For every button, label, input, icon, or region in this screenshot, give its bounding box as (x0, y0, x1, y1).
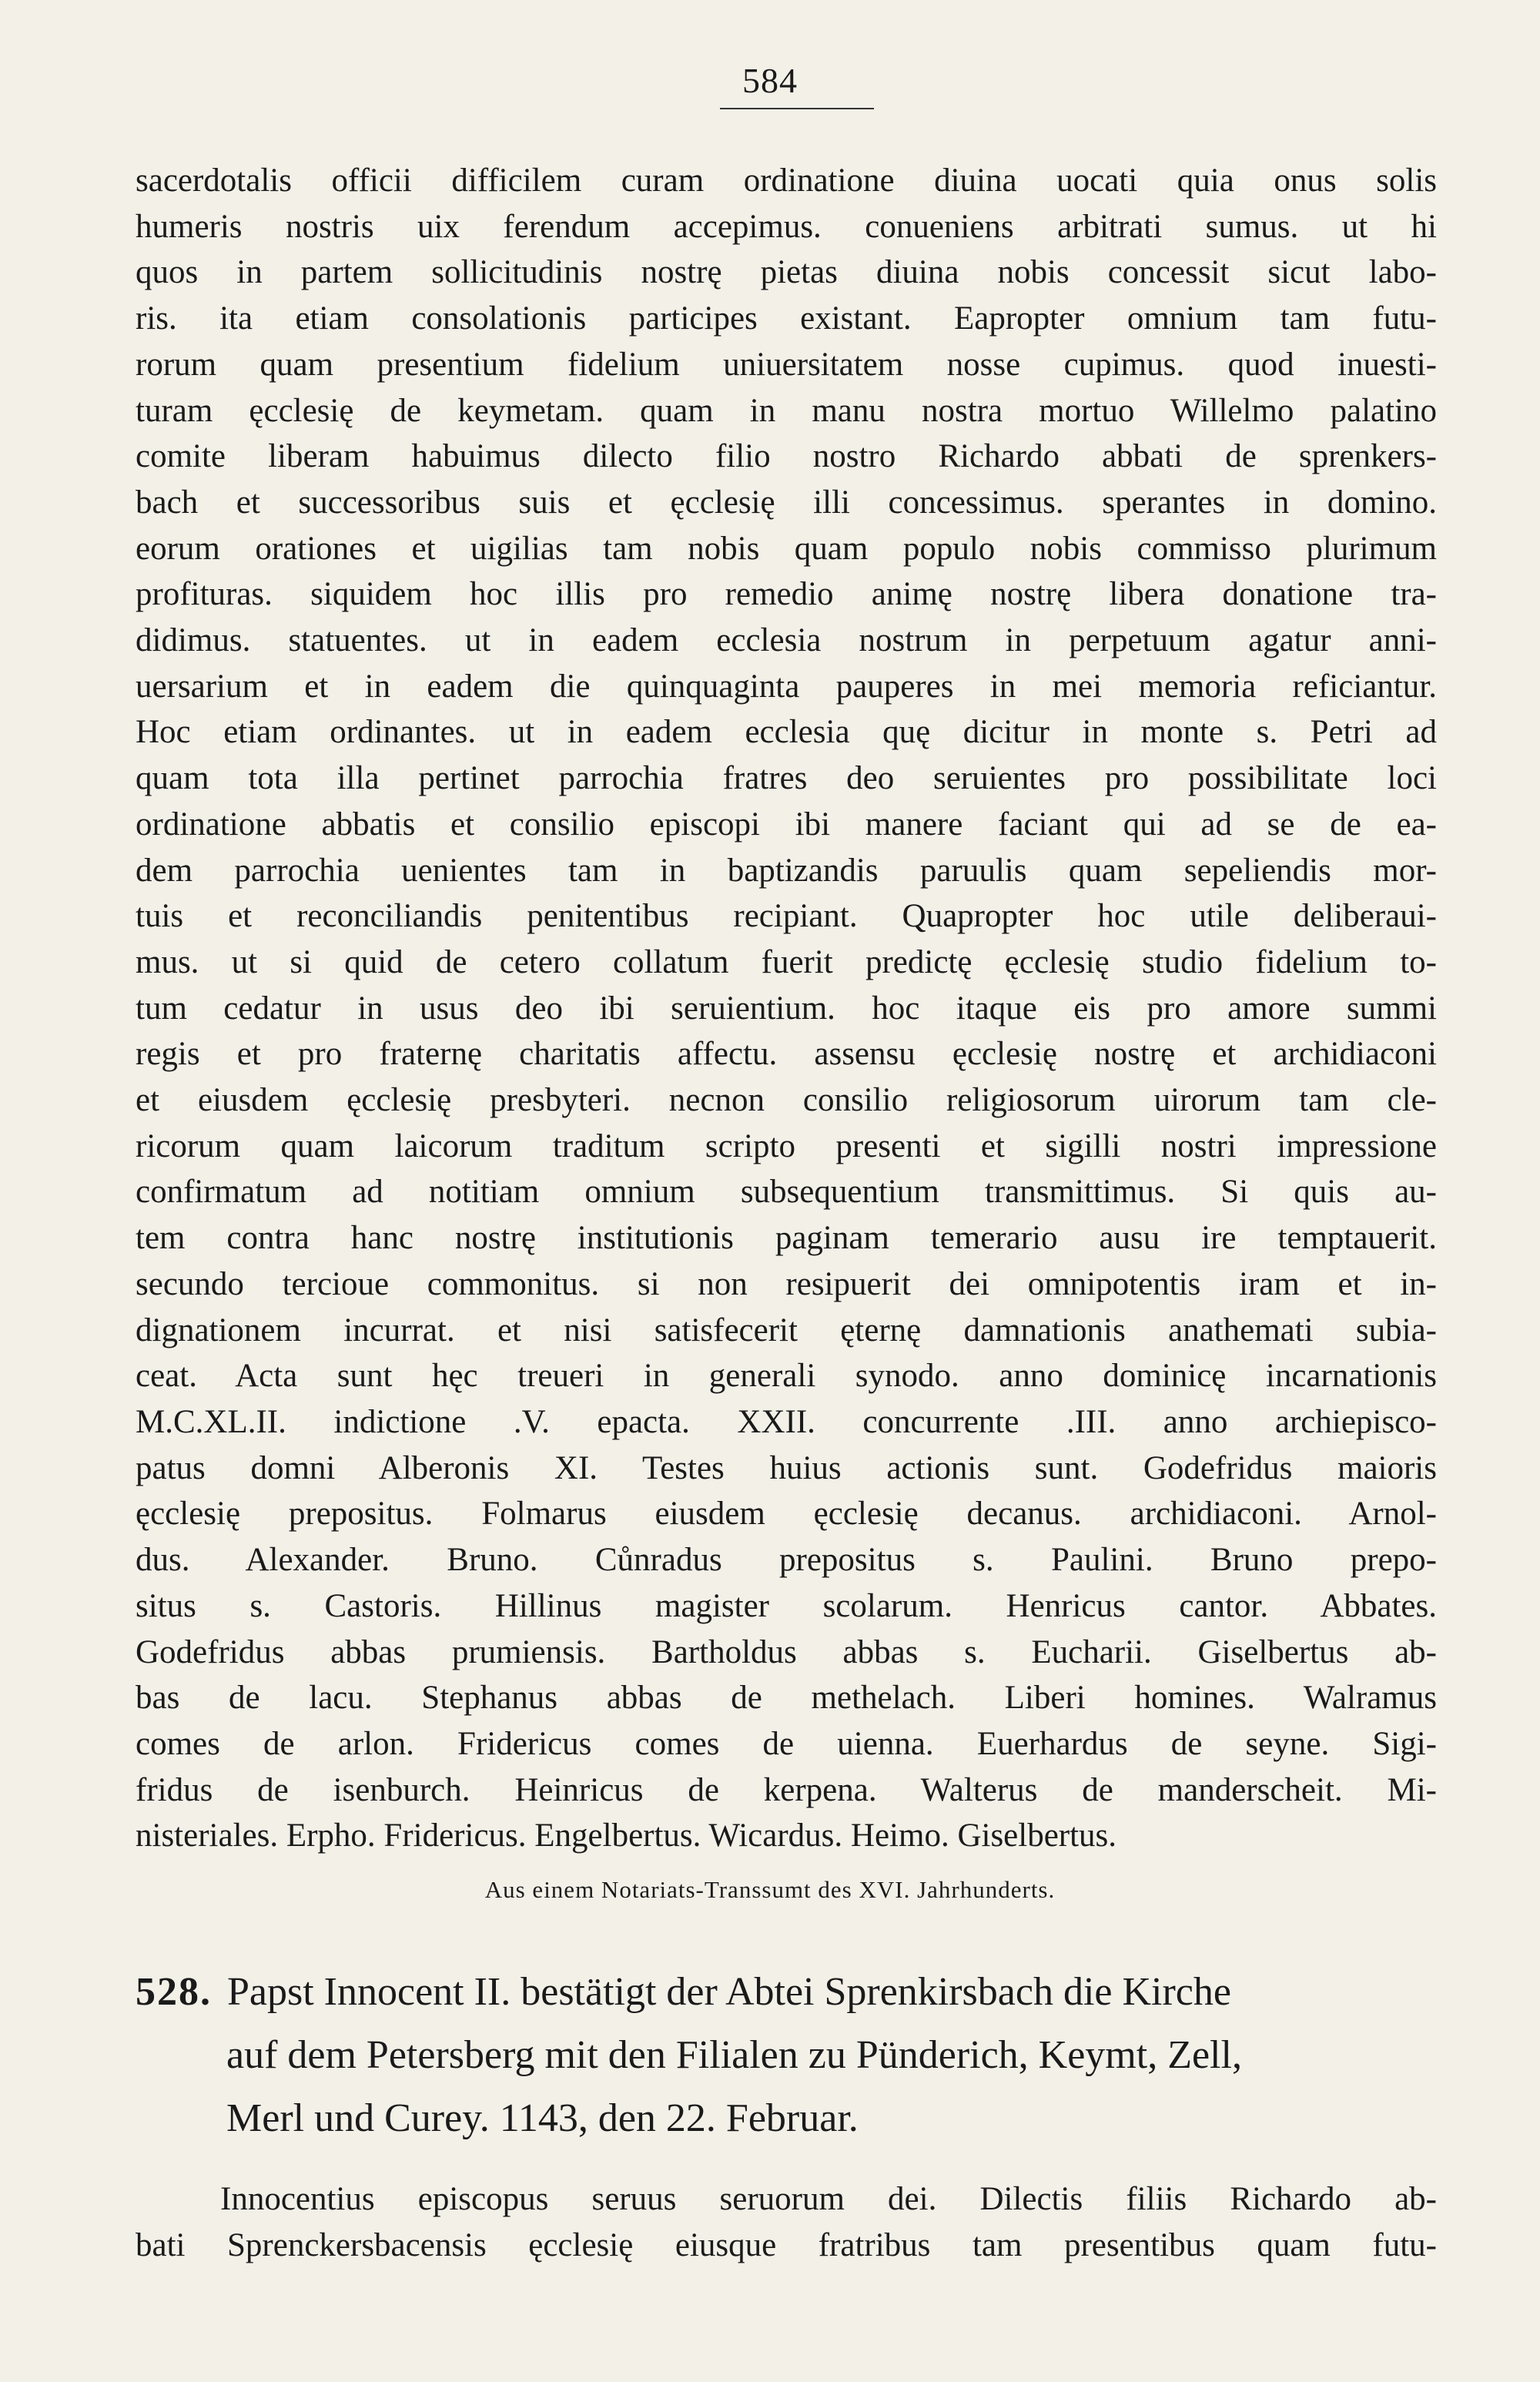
text-line: situs s. Castoris. Hillinus magister scolarum. Henricus cantor. Abbates. (136, 1587, 1437, 1624)
text-line: bas de lacu. Stephanus abbas de methelach. Liberi homines. Walramus (136, 1680, 1437, 1717)
text-line: secundo tercioue commonitus. si non resipuerit dei omnipotentis iram et in- (136, 1265, 1437, 1302)
page-number: 584 (742, 61, 798, 100)
page-number-rule (720, 108, 874, 109)
text-line: bach et successoribus suis et ęcclesię illi concessimus. sperantes in domino. (136, 484, 1437, 521)
text-line: dignationem incurrat. et nisi satisfecerit ęternę damnationis anathemati subia- (136, 1312, 1437, 1348)
text-line: confirmatum ad notitiam omnium subsequentium transmittimus. Si quis au- (136, 1174, 1437, 1211)
text-line: Godefridus abbas prumiensis. Bartholdus abbas s. Eucharii. Giselbertus ab- (136, 1633, 1437, 1670)
charter-text (136, 158, 1437, 1859)
text-line: tem contra hanc nostrę institutionis paginam temerario ausu ire temptauerit. (136, 1220, 1437, 1257)
heading-line-2: auf dem Petersberg mit den Filialen zu Pünderich, Keymt, Zell, (226, 2033, 1242, 2077)
text-line: quos in partem sollicitudinis nostrę pietas diuina nobis concessit sicut labo- (136, 254, 1437, 291)
text-line: profituras. siquidem hoc illis pro remedio animę nostrę libera donatione tra- (136, 576, 1437, 613)
text-line: M.C.XL.II. indictione .V. epacta. XXII. concurrente .III. anno archiepisco- (136, 1403, 1437, 1440)
text-line: rorum quam presentium fidelium uniuersitatem nosse cupimus. quod inuesti- (136, 346, 1437, 383)
text-line: et eiusdem ęcclesię presbyteri. necnon consilio religiosorum uirorum tam cle- (136, 1082, 1437, 1119)
text-line: ricorum quam laicorum traditum scripto presenti et sigilli nostri impressione (136, 1127, 1437, 1164)
heading-line-1 (136, 1961, 1437, 2024)
text-line: turam ęcclesię de keymetam. quam in manu nostra mortuo Willelmo palatino (136, 392, 1437, 429)
document-number: 528. (136, 1970, 212, 2014)
text-line: Innocentius episcopus seruus seruorum dei. Dilectis filiis Richardo ab- (220, 2181, 1437, 2217)
text-line: sacerdotalis officii difficilem curam ordinatione diuina uocati quia onus solis (136, 162, 1437, 199)
text-line: comite liberam habuimus dilecto filio nostro Richardo abbati de sprenkers- (136, 438, 1437, 475)
text-line: didimus. statuentes. ut in eadem ecclesia nostrum in perpetuum agatur anni- (136, 622, 1437, 659)
text-line: eorum orationes et uigilias tam nobis quam populo nobis commisso plurimum (136, 530, 1437, 567)
heading-line-3: Merl und Curey. 1143, den 22. Februar. (226, 2096, 859, 2140)
source-note: Aus einem Notariats-Transsumt des XVI. Jahrhunderts. (484, 1876, 1056, 1903)
text-line: dus. Alexander. Bruno. Cůnradus prepositus s. Paulini. Bruno prepo- (136, 1542, 1437, 1579)
text-line: fridus de isenburch. Heinricus de kerpena. Walterus de manderscheit. Mi- (136, 1771, 1437, 1808)
text-line: ęcclesię prepositus. Folmarus eiusdem ęcclesię decanus. archidiaconi. Arnol- (136, 1496, 1437, 1533)
text-line: humeris nostris uix ferendum accepimus. conueniens arbitrati sumus. ut hi (136, 208, 1437, 245)
document-heading (136, 1961, 1437, 2150)
text-line: tuis et reconciliandis penitentibus recipiant. Quapropter hoc utile deliberaui- (136, 898, 1437, 935)
text-line: tum cedatur in usus deo ibi seruientium. hoc itaque eis pro amore summi (136, 990, 1437, 1027)
text-line: patus domni Alberonis XI. Testes huius actionis sunt. Godefridus maioris (136, 1449, 1437, 1486)
text-line: mus. ut si quid de cetero collatum fuerit predictę ęcclesię studio fidelium to- (136, 943, 1437, 980)
text-line: Hoc etiam ordinantes. ut in eadem ecclesia quę dicitur in monte s. Petri ad (136, 714, 1437, 751)
text-line: quam tota illa pertinet parrochia fratres deo seruientes pro possibilitate loci (136, 760, 1437, 797)
text-line: uersarium et in eadem die quinquaginta pauperes in mei memoria reficiantur. (136, 668, 1437, 705)
text-line: ordinatione abbatis et consilio episcopi ibi manere faciant qui ad se de ea- (136, 806, 1437, 843)
text-line: regis et pro fraternę charitatis affectu. assensu ęcclesię nostrę et archidiaconi (136, 1036, 1437, 1073)
text-line: nisteriales. Erpho. Fridericus. Engelbertus. Wicardus. Heimo. Giselbertus. (136, 1817, 1117, 1854)
bull-text (136, 2176, 1437, 2268)
text-line: dem parrochia uenientes tam in baptizandis paruulis quam sepeliendis mor- (136, 852, 1437, 889)
text-line: bati Sprenckersbacensis ęcclesię eiusque fratribus tam presentibus quam futu- (136, 2226, 1437, 2263)
heading-text-1: Papst Innocent II. bestätigt der Abtei Sprenkirsbach die Kirche (227, 1970, 1231, 2014)
text-line: comes de arlon. Fridericus comes de uienna. Euerhardus de seyne. Sigi- (136, 1725, 1437, 1762)
text-line: ris. ita etiam consolationis participes existant. Eapropter omnium tam futu- (136, 300, 1437, 337)
text-line: ceat. Acta sunt hęc treueri in generali synodo. anno dominicę incarnationis (136, 1358, 1437, 1395)
